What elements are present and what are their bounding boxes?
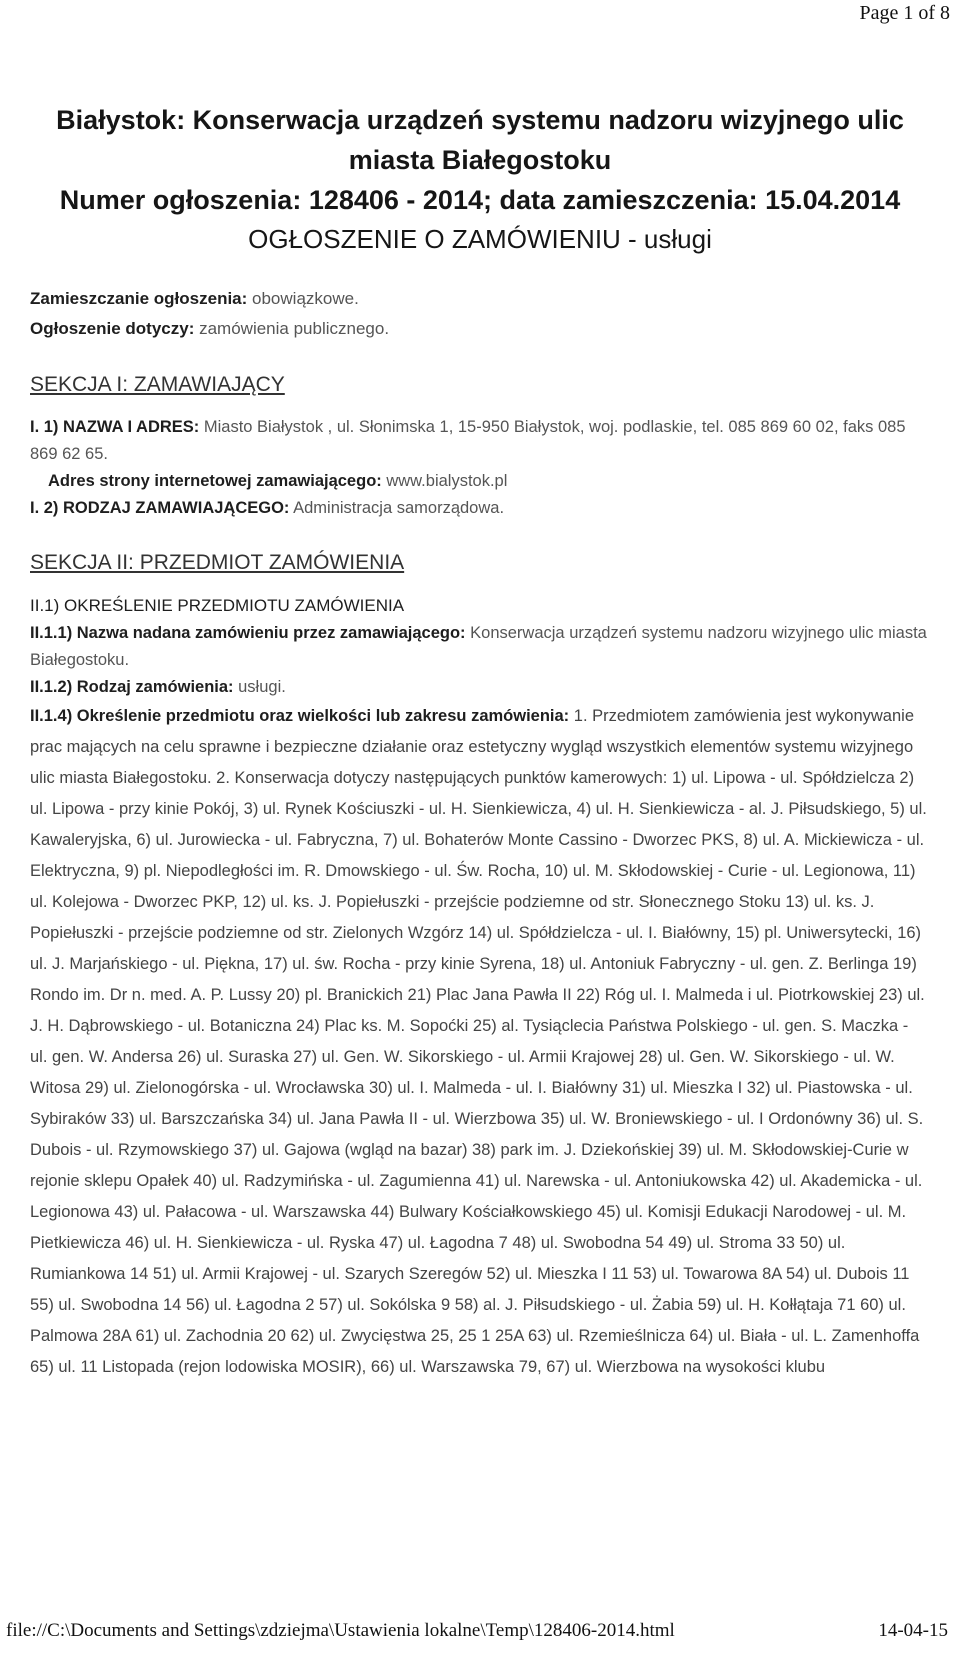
section-2-title: SEKCJA II: PRZEDMIOT ZAMÓWIENIA <box>30 551 405 574</box>
posting-row <box>30 284 930 314</box>
page-footer <box>6 1620 948 1642</box>
page-number: Page 1 of 8 <box>859 2 950 24</box>
announcement-number: Numer ogłoszenia: 128406 - 2014; data zamieszczenia: 15.04.2014 <box>59 185 901 215</box>
authority-type-label: I. 2) RODZAJ ZAMAWIAJĄCEGO: <box>30 499 290 517</box>
contract-kind-value: usługi. <box>233 678 286 696</box>
document-body <box>30 100 930 1383</box>
contract-name-value: Konserwacja urządzeń systemu nadzoru wizyjnego ulic miasta Białegostoku. <box>30 624 927 669</box>
concerns-row <box>30 314 930 344</box>
title-line-1: Białystok: Konserwacja urządzeń systemu nadzoru wizyjnego ulic <box>56 105 904 135</box>
contract-name-label: II.1.1) Nazwa nadana zamówieniu przez zamawiającego: <box>30 624 466 642</box>
contract-name-row <box>30 620 930 674</box>
authority-type-row <box>30 495 930 522</box>
document-title <box>30 100 930 258</box>
file-path: file://C:\Documents and Settings\zdziejma\Ustawienia lokalne\Temp\128406-2014.html <box>6 1620 675 1641</box>
section-1-title: SEKCJA I: ZAMAWIAJĄCY <box>30 373 285 396</box>
subject-definition-heading: II.1) OKREŚLENIE PRZEDMIOTU ZAMÓWIENIA <box>30 596 405 615</box>
title-line-2: miasta Białegostoku <box>348 145 612 175</box>
name-address-label: I. 1) NAZWA I ADRES: <box>30 418 200 436</box>
concerns-label: Ogłoszenie dotyczy: <box>30 319 195 338</box>
print-date: 14-04-15 <box>878 1620 948 1641</box>
contracting-authority-address <box>30 414 930 468</box>
posting-label: Zamieszczanie ogłoszenia: <box>30 289 248 308</box>
contract-scope-row <box>30 701 930 1383</box>
name-address-value: Miasto Białystok , ul. Słonimska 1, 15-950 Białystok, woj. podlaskie, tel. 085 869 60 02, faks 085 869 62 65. <box>30 418 906 463</box>
notice-type: OGŁOSZENIE O ZAMÓWIENIU - usługi <box>248 224 712 254</box>
contract-kind-label: II.1.2) Rodzaj zamówienia: <box>30 678 234 696</box>
notice-meta <box>30 284 930 344</box>
website-link[interactable]: www.bialystok.pl <box>381 472 508 490</box>
authority-type-value: Administracja samorządowa. <box>289 499 505 517</box>
contract-kind-row <box>30 674 930 701</box>
contract-scope-label: II.1.4) Określenie przedmiotu oraz wielkości lub zakresu zamówienia: <box>30 707 570 725</box>
concerns-value: zamówienia publicznego. <box>194 319 390 338</box>
contract-scope-value: 1. Przedmiotem zamówienia jest wykonywanie prac mających na celu sprawne i bezpieczne działanie oraz estetyczny wygląd wszystkich elementów systemu wizyjnego ulic miasta Białegostoku. 2. Konserwacja dotyczy następujących punktów kamerowych: 1) ul. Lipowa - ul. Spółdzielcza 2) ul. Lipowa - przy kinie Pokój, 3) ul. Rynek Kościuszki - ul. H. Sienkiewicza, 4) ul. H. Sienkiewicza - al. J. Piłsudskiego, 5) ul. Kawaleryjska, 6) ul. Jurowiecka - ul. Fabryczna, 7) ul. Bohaterów Monte Cassino - Dworzec PKS, 8) ul. A. Mickiewicza - ul. Elektryczna, 9) pl. Niepodległości im. R. Dmowskiego - ul. Św. Rocha, 10) ul. M. Skłodowskiej - Curie - ul. Legionowa, 11) ul. Kolejowa - Dworzec PKP, 12) ul. ks. J. Popiełuszki - przejście podziemne od str. Słonecznego Stoku 13) ul. ks. J. Popiełuszki - przejście podziemne od str. Zielonych Wzgórz 14) ul. Spółdzielcza - ul. I. Białówny, 15) pl. Uniwersytecki, 16) ul. J. Marjańskiego - ul. Piękna, 17) ul. św. Rocha - przy kinie Syrena, 18) ul. Antoniuk Fabryczny - ul. gen. Z. Berlinga 19) Rondo im. Dr n. med. A. P. Lussy 20) pl. Branickich 21) Plac Jana Pawła II 22) Róg ul. I. Malmeda i ul. Piotrkowskiej 23) ul. J. H. Dąbrowskiego - ul. Botaniczna 24) Plac ks. M. Sopoćki 25) al. Tysiąclecia Państwa Polskiego - ul. gen. S. Maczka - ul. gen. W. Andersa 26) ul. Suraska 27) ul. Gen. W. Sikorskiego - ul. Armii Krajowej 28) ul. Gen. W. Sikorskiego - ul. W. Witosa 29) ul. Zielonogórska - ul. Wrocławska 30) ul. I. Malmeda - ul. I. Białówny 31) ul. Mieszka I 32) ul. Piastowska - ul. Sybiraków 33) ul. Barszczańska 34) ul. Jana Pawła II - ul. Wierzbowa 35) ul. W. Broniewskiego - ul. I Ordonówny 36) ul. S. Dubois - ul. Rzymowskiego 37) ul. Gajowa (wgląd na bazar) 38) park im. J. Dziekońskiej 39) ul. M. Skłodowskiej-Curie w rejonie sklepu Opałek 40) ul. Radzymińska - ul. Zagumienna 41) ul. Narewska - ul. Antoniukowska 42) ul. Akademicka - ul. Legionowa 43) ul. Pałacowa - ul. Warszawska 44) Bulwary Kościałkowskiego 45) ul. Komisji Edukacji Narodowej - ul. M. Pietkiewicza 46) ul. H. Sienkiewicza - ul. Ryska 47) ul. Łagodna 7 48) ul. Swobodna 54 49) ul. Stroma 33 50) ul. Rumiankowa 14 51) ul. Armii Krajowej - ul. Szarych Szeregów 52) ul. Mieszka I 11 53) ul. Towarowa 8A 54) ul. Dubois 11 55) ul. Swobodna 14 56) ul. Łagodna 2 57) ul. Sokólska 9 58) al. J. Piłsudskiego - ul. Żabia 59) ul. H. Kołłątaja 71 60) ul. Palmowa 28A 61) ul. Zachodnia 20 62) ul. Zwycięstwa 25, 25 1 25A 63) ul. Rzemieślnicza 64) ul. Biała - ul. L. Zamenhoffa 65) ul. 11 Listopada (rejon lodowiska MOSIR), 66) ul. Warszawska 79, 67) ul. Wierzbowa na wysokości klubu <box>30 707 927 1376</box>
website-row <box>30 468 930 495</box>
posting-value: obowiązkowe. <box>247 289 359 308</box>
website-label: Adres strony internetowej zamawiającego: <box>48 472 382 490</box>
